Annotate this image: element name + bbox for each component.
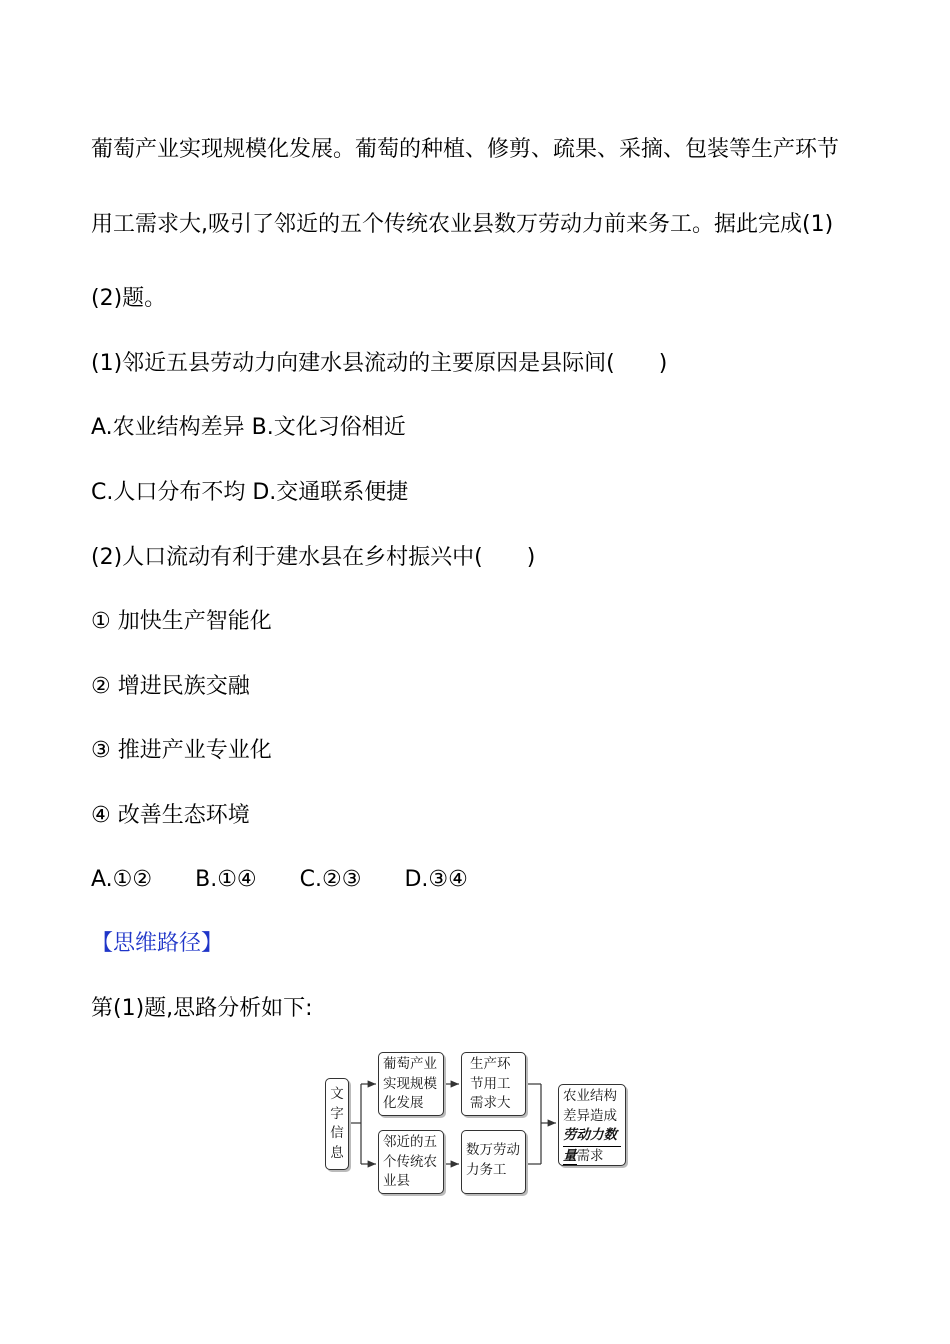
analysis-intro: 第(1)题,思路分析如下: [91,996,313,1021]
question-2-item-4: ④ 改善生态环境 [91,803,250,828]
bottom-info-box: 邻近的五 个传统农 业县 [378,1130,444,1194]
source-box: 文 字 信 息 [325,1078,349,1170]
conclusion-box: 农业结构 差异造成 劳动力数 量需求 [558,1084,626,1166]
paragraph-line-1: 葡萄产业实现规模化发展。葡萄的种植、修剪、疏果、采摘、包装等生产环节 [91,137,840,162]
option-a: A.①② [91,867,153,892]
option-c: C.②③ [299,867,362,892]
top-result-box: 生产环 节用工 需求大 [461,1052,526,1116]
question-2-item-2: ② 增进民族交融 [91,674,250,699]
question-1-stem: (1)邻近五县劳动力向建水县流动的主要原因是县际间( ) [91,351,668,376]
option-d: D.③④ [404,867,468,892]
section-heading: 【思维路径】 [91,931,224,956]
question-2-item-1: ① 加快生产智能化 [91,609,272,634]
question-2-stem: (2)人口流动有利于建水县在乡村振兴中( ) [91,545,536,570]
paragraph-line-2: 用工需求大,吸引了邻近的五个传统农业县数万劳动力前来务工。据此完成(1) [91,212,834,237]
option-b: B.①④ [195,867,257,892]
bottom-result-box: 数万劳动 力务工 [461,1130,526,1194]
question-1-options-ab: A.农业结构差异 B.文化习俗相近 [91,415,406,440]
reasoning-diagram [323,1050,633,1200]
question-2-item-3: ③ 推进产业专业化 [91,738,272,763]
paragraph-line-3: (2)题。 [91,286,167,311]
question-2-options [91,865,468,895]
question-1-options-cd: C.人口分布不均 D.交通联系便捷 [91,480,409,505]
top-info-box: 葡萄产业 实现规模 化发展 [378,1052,444,1116]
